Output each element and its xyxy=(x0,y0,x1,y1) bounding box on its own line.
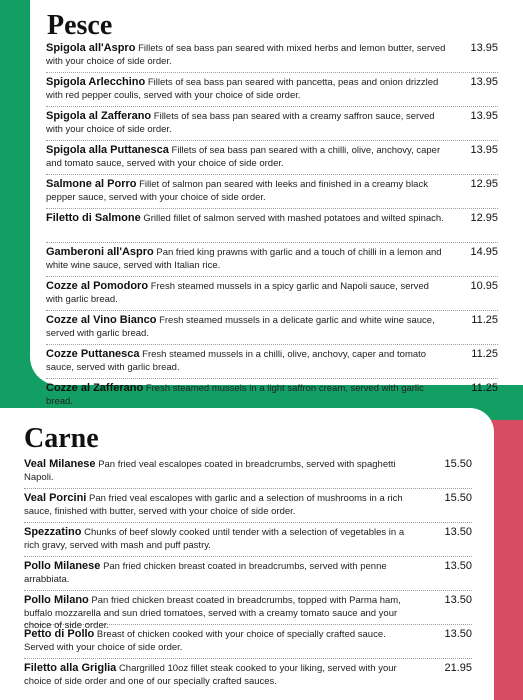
menu-item-text xyxy=(24,662,414,688)
dish-name: Veal Porcini xyxy=(24,492,87,504)
menu-item xyxy=(46,347,498,379)
dish-name: Pollo Milanese xyxy=(24,560,101,572)
dish-description: Fresh steamed mussels in a delicate garlic and white wine sauce, served with garlic bread. xyxy=(46,315,435,339)
dish-price: 13.95 xyxy=(470,110,498,122)
dish-price: 14.95 xyxy=(470,246,498,258)
dish-price: 13.50 xyxy=(444,560,472,572)
menu-item xyxy=(24,525,472,557)
menu-item xyxy=(46,313,498,345)
menu-item xyxy=(46,279,498,311)
dish-description: Pan fried king prawns with garlic and a touch of chilli in a lemon and white wine sauce, served with Italian rice. xyxy=(46,247,442,271)
dish-description: Chunks of beef slowly cooked until tender with a selection of vegetables in a rich gravy, served with mash and puff pastry. xyxy=(24,527,405,551)
dish-name: Filetto alla Griglia xyxy=(24,662,117,674)
menu-item xyxy=(24,593,472,631)
dish-description: Fillets of sea bass pan seared with mixed herbs and lemon butter, served with your choice of side order. xyxy=(46,43,446,67)
menu-item-text xyxy=(24,492,414,518)
pesce-list xyxy=(46,41,498,414)
dish-name: Spezzatino xyxy=(24,526,82,538)
dish-description: Pan fried chicken breast coated in breadcrumbs, served with penne arrabbiata. xyxy=(24,561,387,585)
menu-item-text xyxy=(46,110,446,136)
menu-item xyxy=(24,661,472,692)
menu-item-text xyxy=(46,144,446,170)
menu-item xyxy=(24,559,472,591)
menu-item-text xyxy=(24,458,414,484)
dish-name: Spigola al Zafferano xyxy=(46,110,152,122)
menu-item-text xyxy=(24,560,414,586)
dish-price: 13.50 xyxy=(444,594,472,606)
dish-description: Fresh steamed mussels in a spicy garlic and Napoli sauce, served with garlic bread. xyxy=(46,281,429,305)
dish-price: 13.95 xyxy=(470,42,498,54)
menu-item-text xyxy=(46,42,446,68)
dish-description: Pan fried veal escalopes with garlic and a selection of mushrooms in a rich sauce, finished with butter, served with your choice of side order. xyxy=(24,493,403,517)
dish-price: 10.95 xyxy=(470,280,498,292)
dish-price: 13.50 xyxy=(444,526,472,538)
menu-item-text xyxy=(46,76,446,102)
menu-item-text xyxy=(24,526,414,552)
dish-price: 13.95 xyxy=(470,144,498,156)
menu-item xyxy=(24,457,472,489)
menu-item-text xyxy=(46,246,446,272)
dish-description: Pan fried veal escalopes coated in breadcrumbs, served with spaghetti Napoli. xyxy=(24,459,396,483)
dish-name: Filetto di Salmone xyxy=(46,212,141,224)
dish-description: Fresh steamed mussels in a chilli, olive, anchovy, caper and tomato sauce, served with garlic bread. xyxy=(46,349,427,373)
menu-item xyxy=(46,381,498,412)
dish-price: 13.95 xyxy=(470,76,498,88)
carne-title: Carne xyxy=(24,423,99,454)
dish-name: Pollo Milano xyxy=(24,594,89,606)
dish-description: Pan fried chicken breast coated in breadcrumbs, topped with Parma ham, buffalo mozzarella and sun dried tomatoes, served with a creamy tomato sauce and your choice of side order. xyxy=(24,595,401,631)
menu-item xyxy=(46,143,498,175)
menu-item xyxy=(46,109,498,141)
menu-item-text xyxy=(46,382,446,408)
dish-name: Salmone al Porro xyxy=(46,178,137,190)
menu-item xyxy=(24,627,472,659)
dish-price: 11.25 xyxy=(471,382,498,394)
dish-price: 11.25 xyxy=(471,348,498,360)
dish-name: Cozze al Pomodoro xyxy=(46,280,149,292)
menu-item-text xyxy=(46,280,446,306)
dish-price: 12.95 xyxy=(470,212,498,224)
dish-price: 15.50 xyxy=(444,492,472,504)
menu-item xyxy=(46,177,498,209)
menu-item-text xyxy=(46,178,446,204)
dish-name: Cozze al Vino Bianco xyxy=(46,314,157,326)
dish-description: Fillets of sea bass pan seared with a chilli, olive, anchovy, caper and tomato sauce, served with your choice of side order. xyxy=(46,145,441,169)
dish-description: Chargrilled 10oz fillet steak cooked to your liking, served with your choice of side order and one of our specially crafted sauces. xyxy=(24,663,397,687)
dish-description: Breast of chicken cooked with your choice of specially crafted sauce. Served with your choice of side order. xyxy=(24,629,386,653)
dish-name: Petto di Pollo xyxy=(24,628,95,640)
menu-item xyxy=(46,211,498,243)
menu-item xyxy=(24,491,472,523)
dish-description: Fillets of sea bass pan seared with pancetta, peas and onion drizzled with red pepper coulis, served with your choice of side order. xyxy=(46,77,439,101)
dish-name: Veal Milanese xyxy=(24,458,96,470)
menu-item xyxy=(46,41,498,73)
menu-item-text xyxy=(46,348,446,374)
dish-description: Fillets of sea bass pan seared with a creamy saffron sauce, served with your choice of side order. xyxy=(46,111,435,135)
menu-item-text xyxy=(24,628,414,654)
menu-item-text xyxy=(46,314,446,340)
dish-price: 21.95 xyxy=(444,662,472,674)
dish-price: 15.50 xyxy=(444,458,472,470)
dish-description: Grilled fillet of salmon served with mashed potatoes and wilted spinach. xyxy=(143,213,444,224)
dish-name: Gamberoni all'Aspro xyxy=(46,246,154,258)
menu-item-text xyxy=(46,212,446,226)
dish-name: Spigola alla Puttanesca xyxy=(46,144,169,156)
dish-price: 13.50 xyxy=(444,628,472,640)
dish-name: Cozze Puttanesca xyxy=(46,348,140,360)
dish-description: Fresh steamed mussels in a light saffron cream, served with garlic bread. xyxy=(46,383,424,407)
dish-description: Fillet of salmon pan seared with leeks and finished in a creamy black pepper sauce, served with your choice of side order. xyxy=(46,179,428,203)
menu-item xyxy=(46,75,498,107)
dish-name: Spigola all'Aspro xyxy=(46,42,136,54)
carne-list xyxy=(24,457,472,694)
dish-name: Cozze al Zafferano xyxy=(46,382,144,394)
dish-price: 12.95 xyxy=(470,178,498,190)
dish-price: 11.25 xyxy=(471,314,498,326)
dish-name: Spigola Arlecchino xyxy=(46,76,146,88)
pesce-title: Pesce xyxy=(47,10,113,41)
menu-item xyxy=(46,245,498,277)
